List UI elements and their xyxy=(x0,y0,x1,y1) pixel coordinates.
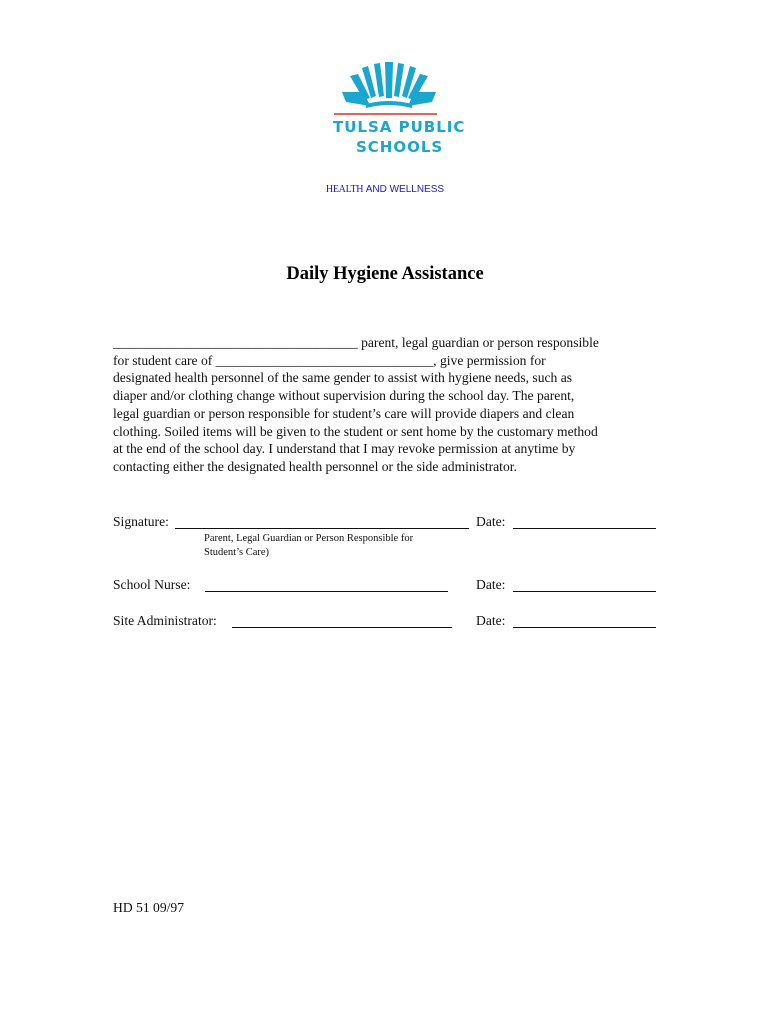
signature-label: Signature: xyxy=(113,514,169,529)
site-administrator-label: Site Administrator: xyxy=(113,613,217,628)
site-administrator-line[interactable] xyxy=(232,627,452,628)
paragraph-line: ____________________________________ parent, legal guardian or person responsible xyxy=(113,335,599,350)
school-nurse-line[interactable] xyxy=(205,591,448,592)
paragraph-line: designated health personnel of the same gender to assist with hygiene needs, such as xyxy=(113,370,573,386)
department-word-wellness: AND WELLNESS xyxy=(365,184,445,195)
department-heading xyxy=(0,184,770,195)
document-title: Daily Hygiene Assistance xyxy=(286,264,484,284)
logo-text-line2: SCHOOLS xyxy=(356,138,444,156)
paragraph-line: clothing. Soiled items will be given to the student or sent home by the customary method xyxy=(113,423,598,439)
admin-date-line[interactable] xyxy=(513,627,656,628)
nurse-date-line[interactable] xyxy=(513,591,656,592)
logo-divider xyxy=(334,113,437,115)
paragraph-line: at the end of the school day. I understand that I may revoke permission at anytime by xyxy=(113,441,576,457)
department-word-health: HEALTH xyxy=(325,184,364,195)
paragraph-line: for student care of ________________________________, give permission for xyxy=(113,352,546,368)
admin-date-label: Date: xyxy=(476,613,506,628)
signature-caption: Parent, Legal Guardian or Person Responsible for xyxy=(204,533,414,544)
signature-caption: Student’s Care) xyxy=(204,547,270,558)
open-book-icon xyxy=(336,62,442,110)
logo-text-line1: TULSA PUBLIC xyxy=(333,118,466,136)
form-code: HD 51 09/97 xyxy=(113,900,184,915)
paragraph-line: diaper and/or clothing change without supervision during the school day. The parent, xyxy=(113,388,575,404)
nurse-date-label: Date: xyxy=(476,577,506,592)
paragraph-line: legal guardian or person responsible for student’s care will provide diapers and clean xyxy=(113,405,575,421)
signature-line[interactable] xyxy=(175,528,469,529)
permission-paragraph xyxy=(113,334,663,476)
signature-date-line[interactable] xyxy=(513,528,656,529)
paragraph-line: contacting either the designated health personnel or the side administrator. xyxy=(113,458,517,474)
school-nurse-label: School Nurse: xyxy=(113,577,191,592)
signature-date-label: Date: xyxy=(476,514,506,529)
